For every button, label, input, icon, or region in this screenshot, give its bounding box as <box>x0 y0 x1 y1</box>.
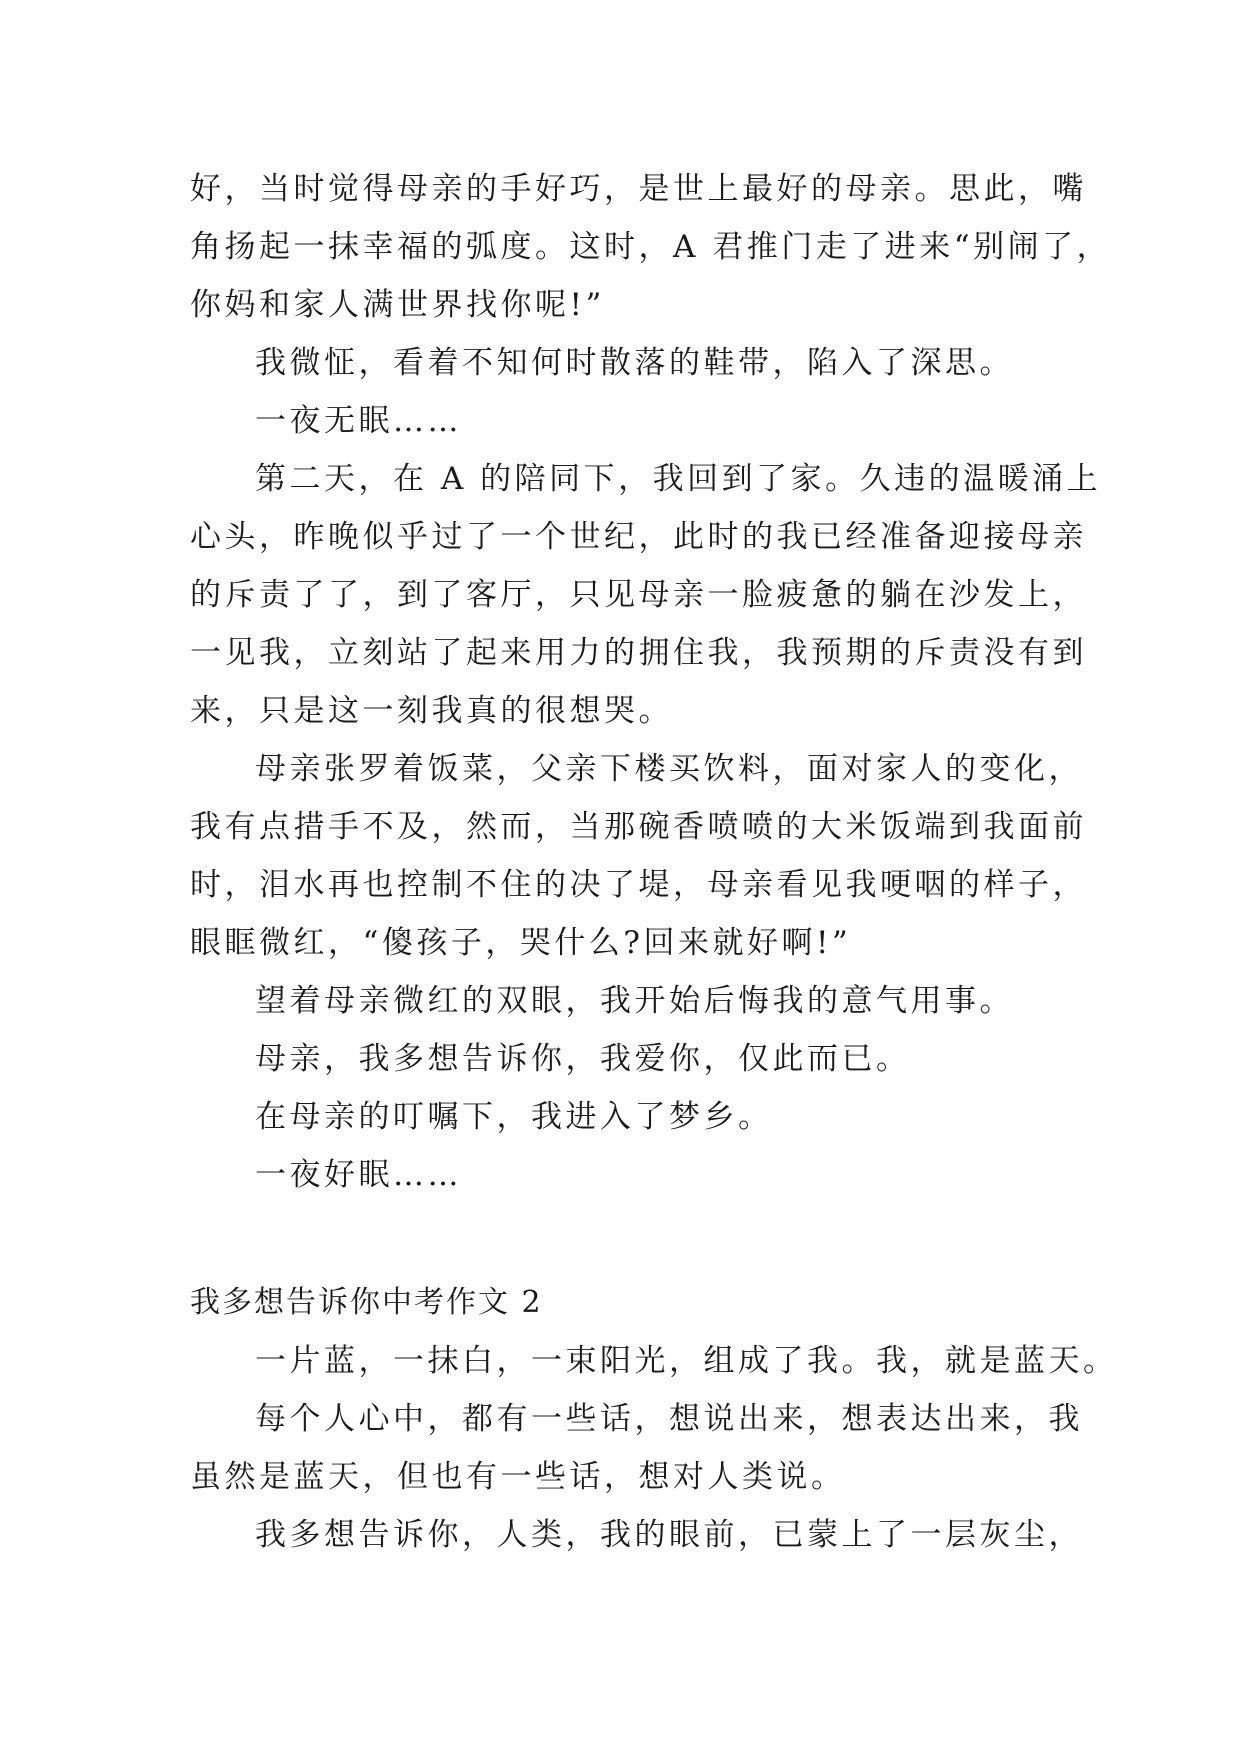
text-line: 好，当时觉得母亲的手好巧，是世上最好的母亲。思此，嘴 <box>190 171 1087 207</box>
text-line: 每个人心中，都有一些话，想说出来，想表达出来，我 <box>255 1401 1083 1437</box>
text-line: 母亲，我多想告诉你，我爱你，仅此而已。 <box>255 1041 911 1077</box>
text-line: 望着母亲微红的双眼，我开始后悔我的意气用事。 <box>255 983 1014 1019</box>
text-line: 我多想告诉你，人类，我的眼前，已蒙上了一层灰尘， <box>255 1517 1083 1553</box>
text-line: 我微怔，看着不知何时散落的鞋带，陷入了深思。 <box>255 345 1014 381</box>
text-line: 你妈和家人满世界找你呢!” <box>190 287 605 323</box>
section-gap <box>190 1204 1070 1274</box>
text-line: 的斥责了了，到了客厅，只见母亲一脸疲惫的躺在沙发上， <box>190 577 1087 613</box>
text-line: 角扬起一抹幸福的弧度。这时，A 君推门走了进来“别闹了， <box>190 229 1112 265</box>
text-line: 一见我，立刻站了起来用力的拥住我，我预期的斥责没有到 <box>190 635 1087 671</box>
text-line: 时，泪水再也控制不住的决了堤，母亲看见我哽咽的样子， <box>190 867 1087 903</box>
text-line: 母亲张罗着饭菜，父亲下楼买饮料，面对家人的变化， <box>255 751 1083 787</box>
text-line: 一夜好眠…… <box>255 1157 462 1193</box>
document-body <box>190 160 1118 1564</box>
text-line: 眼眶微红，“傻孩子，哭什么?回来就好啊!” <box>190 925 852 961</box>
text-line: 心头，昨晚似乎过了一个世纪，此时的我已经准备迎接母亲 <box>190 519 1087 555</box>
text-line: 来，只是这一刻我真的很想哭。 <box>190 693 673 729</box>
essay-1-tail <box>190 160 1112 1204</box>
text-line: 我有点措手不及，然而，当那碗香喷喷的大米饭端到我面前 <box>190 809 1087 845</box>
text-line: 一片蓝，一抹白，一束阳光，组成了我。我，就是蓝天。 <box>255 1343 1118 1379</box>
text-line: 第二天，在 A 的陪同下，我回到了家。久违的温暖涌上 <box>255 461 1102 497</box>
essay-2-title: 我多想告诉你中考作文 2 <box>190 1285 543 1320</box>
text-line: 一夜无眠…… <box>255 403 462 439</box>
text-line: 在母亲的叮嘱下，我进入了梦乡。 <box>255 1099 773 1135</box>
text-line: 虽然是蓝天，但也有一些话，想对人类说。 <box>190 1459 846 1495</box>
essay-2-body <box>190 1332 1118 1564</box>
